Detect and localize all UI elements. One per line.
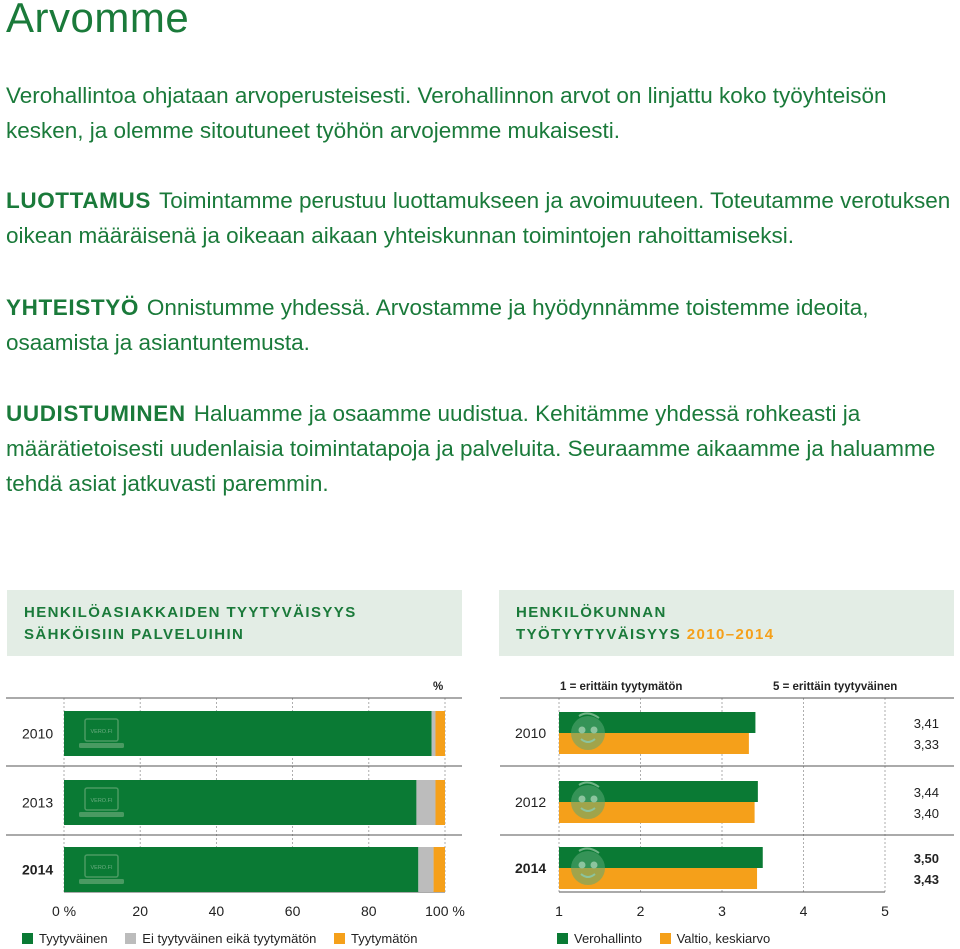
right-panel-title-label: TYÖTYYTYVÄISYYS: [516, 626, 682, 643]
left-legend: [22, 931, 432, 946]
bar-segment: [418, 847, 433, 892]
legend-swatch: [334, 933, 345, 944]
x-tick-label: 0 %: [51, 903, 77, 919]
bar-segment: [434, 847, 445, 892]
legend-item-satisfied: [22, 931, 108, 946]
value-label: 3,41: [913, 716, 939, 731]
left-panel-title-line1: HENKILÖASIAKKAIDEN TYYTYVÄISYYS: [24, 604, 357, 621]
x-tick-label: 1: [555, 903, 563, 919]
value-label: 3,40: [913, 806, 939, 821]
left-panel-title-line2: SÄHKÖISIIN PALVELUIHIN: [24, 626, 245, 643]
scale-high-note: 5 = erittäin tyytyväinen: [773, 681, 898, 693]
legend-item-verohallinto: [557, 931, 642, 946]
legend-label: Tyytyväinen: [39, 931, 108, 946]
percent-unit-label: %: [433, 681, 444, 693]
category-label: 2010: [22, 725, 54, 742]
legend-label: Verohallinto: [574, 931, 642, 946]
value-keyword: LUOTTAMUS: [6, 188, 151, 213]
value-text: Toimintamme perustuu luottamukseen ja avoimuuteen. Toteutamme verotuksen oikean määräisenä ja oikeaan aikaan yhteiskunnan toimintojen rahoittamiseksi.: [6, 188, 951, 248]
right-work-satisfaction-chart: [500, 698, 954, 919]
x-tick-label: 5: [881, 903, 889, 919]
smiley-eye: [579, 727, 586, 734]
legend-label: Tyytymätön: [351, 931, 418, 946]
laptop-label: VERO.FI: [90, 729, 113, 735]
laptop-base: [79, 879, 124, 884]
laptop-base: [79, 812, 124, 817]
bar-segment: [435, 711, 445, 756]
legend-label: Ei tyytyväinen eikä tyytymätön: [142, 931, 317, 946]
smiley-eye: [591, 862, 598, 869]
smiley-head: [571, 716, 605, 750]
smiley-eye: [579, 796, 586, 803]
category-label: 2014: [515, 860, 547, 876]
smiley-head: [571, 785, 605, 819]
x-tick-label: 80: [361, 903, 377, 919]
page-title: Arvomme: [6, 0, 190, 41]
legend-item-valtio: [660, 931, 771, 946]
x-tick-label: 2: [636, 903, 645, 919]
x-tick-label: 40: [208, 903, 225, 919]
category-label: 2012: [515, 794, 547, 810]
legend-swatch: [660, 933, 671, 944]
x-tick-label: 4: [799, 903, 808, 919]
x-tick-label: 20: [132, 903, 148, 919]
left-satisfaction-chart: [6, 698, 465, 919]
value-keyword: YHTEISTYÖ: [6, 295, 139, 320]
bar-segment: [432, 711, 436, 756]
value-keyword: UUDISTUMINEN: [6, 401, 186, 426]
smiley-eye: [591, 796, 598, 803]
category-label: 2014: [22, 861, 54, 878]
value-label: 3,44: [913, 785, 939, 800]
value-label: 3,43: [913, 872, 939, 887]
right-panel-title-line1: HENKILÖKUNNAN: [516, 604, 667, 621]
smiley-eye: [579, 862, 586, 869]
category-label: 2013: [22, 794, 54, 811]
bar-segment: [64, 847, 418, 892]
right-legend: [557, 931, 784, 946]
x-tick-label: 60: [284, 903, 301, 919]
bar-segment: [435, 780, 445, 825]
laptop-base: [79, 743, 124, 748]
intro-paragraph: Verohallintoa ohjataan arvoperusteisesti. Verohallinnon arvot on linjattu koko työyhteisön kesken, ja olemme sitoutuneet työhön arvojemme mukaisesti.: [6, 83, 887, 143]
value-text: Haluamme ja osaamme uudistua. Kehitämme yhdessä rohkeasti ja määrätietoisesti uudenlaisia toimintatapoja ja palveluita. Seuraamme aikaamme ja haluamme tehdä asiat jatkuvasti paremmin.: [6, 401, 936, 496]
legend-item-neutral: [125, 931, 316, 946]
x-tick-label: 100 %: [425, 903, 465, 919]
scale-low-note: 1 = erittäin tyytymätön: [560, 681, 683, 693]
smiley-head: [571, 851, 605, 885]
category-label: 2010: [515, 725, 547, 741]
smiley-eye: [591, 727, 598, 734]
legend-item-dissatisfied: [334, 931, 417, 946]
value-text: Onnistumme yhdessä. Arvostamme ja hyödynnämme toistemme ideoita, osaamista ja asiantuntemusta.: [6, 295, 869, 355]
legend-label: Valtio, keskiarvo: [676, 931, 771, 946]
bar-segment: [416, 780, 435, 825]
bar-segment: [64, 711, 432, 756]
right-panel-title-years: 2010–2014: [686, 626, 775, 643]
value-label: 3,50: [913, 851, 939, 866]
legend-swatch: [125, 933, 136, 944]
laptop-label: VERO.FI: [90, 798, 113, 804]
laptop-label: VERO.FI: [90, 865, 113, 871]
legend-swatch: [557, 933, 568, 944]
bar-segment: [64, 780, 416, 825]
value-label: 3,33: [913, 737, 939, 752]
x-tick-label: 3: [718, 903, 726, 919]
legend-swatch: [22, 933, 33, 944]
